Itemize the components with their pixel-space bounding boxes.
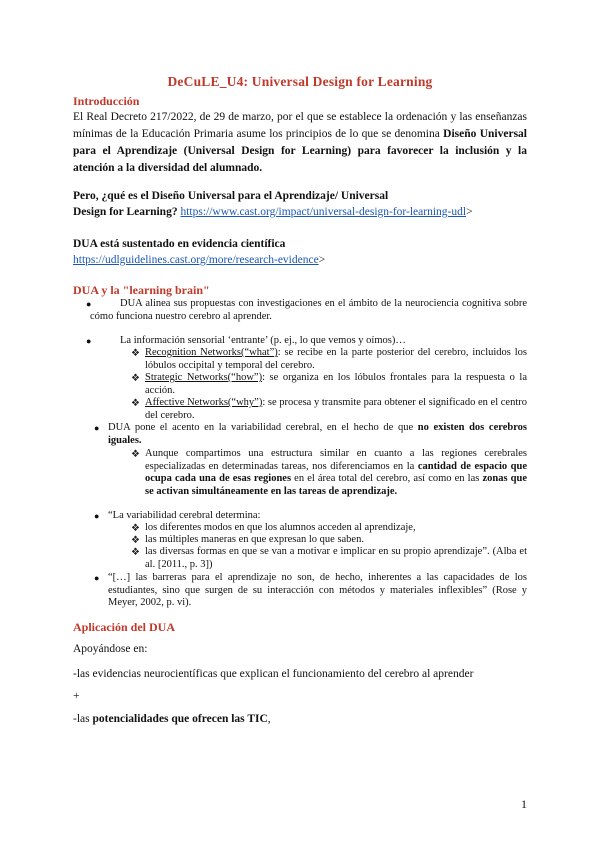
intro-heading: Introducción — [73, 94, 140, 108]
question-paragraph — [73, 189, 527, 219]
intro-bold-text: Diseño Universal para el Aprendizaje (Universal Design for Learning) para favorecer la inclusión y la atención a la diversidad del alumnado. — [73, 128, 527, 174]
cast-udl-link[interactable]: https://www.cast.org/impact/universal-design-for-learning-udl — [180, 206, 467, 218]
document-title: DeCuLE_U4: Universal Design for Learning — [167, 74, 433, 89]
bullet-icon: ● — [94, 573, 100, 583]
application-line1: Apoyándose en: — [73, 643, 148, 655]
question-line2: Design for Learning? — [73, 206, 178, 218]
application-line2: -las evidencias neurocientíficas que explican el funcionamiento del cerebro al aprender — [73, 668, 474, 680]
structure-bold-2: zonas que se activan simultáneamente en las tareas de aprendizaje. — [145, 473, 527, 497]
list-item — [145, 397, 527, 422]
diamond-bullet-icon: ❖ — [131, 449, 140, 460]
bullet-icon: ● — [94, 511, 100, 521]
list-item — [145, 448, 527, 498]
diamond-bullet-icon: ❖ — [131, 373, 140, 384]
line4-suffix: , — [267, 713, 271, 725]
page-number: 1 — [521, 797, 527, 811]
list-item: “[…] las barreras para el aprendizaje no son, de hecho, inherentes a las capacidades de los estudiantes, sino que surgen de su interacción con métodos y materiales inflexibles” (Rose y Meyer, 2002, p. vi). — [108, 572, 527, 608]
diamond-bullet-icon: ❖ — [131, 523, 140, 534]
question-line1: Pero, ¿qué es el Diseño Universal para el Aprendizaje/ Universal — [73, 190, 389, 202]
affective-networks-label: Affective Networks(“why”) — [145, 397, 263, 408]
strategic-networks-label: Strategic Networks(“how”) — [145, 372, 263, 383]
bullet-icon: ● — [86, 336, 92, 346]
intro-text: El Real Decreto 217/2022, de 29 de marzo, por el que se establece la ordenación y las enseñanzas mínimas de la Educación Primaria asume los principios de lo que se denomina — [73, 111, 527, 140]
line4-prefix: -las — [73, 713, 93, 725]
evidence-section — [73, 237, 527, 267]
bullet-icon: ● — [94, 423, 100, 433]
bullet-icon: ● — [86, 299, 92, 309]
variability-bold: no existen dos cerebros iguales. — [108, 422, 528, 446]
recognition-networks-label: Recognition Networks(“what”) — [145, 347, 278, 358]
list-item: “La variabilidad cerebral determina: — [108, 510, 261, 521]
research-evidence-link[interactable]: https://udlguidelines.cast.org/more/research-evidence — [73, 254, 319, 266]
variability-text: DUA pone el acento en la variabilidad cerebral, en el hecho de que — [108, 422, 418, 433]
application-heading: Aplicación del DUA — [73, 620, 175, 634]
link-suffix: > — [318, 254, 326, 266]
list-item: DUA alinea sus propuestas con investigaciones en el ámbito de la neurociencia cognitiva sobre cómo funciona nuestro cerebro al aprender. — [90, 298, 527, 322]
list-item: las múltiples maneras en que expresan lo que saben. — [145, 534, 364, 545]
link-suffix: > — [466, 206, 473, 218]
diamond-bullet-icon: ❖ — [131, 398, 140, 409]
structure-text-2: en el área total del cerebro, así como en las — [291, 473, 483, 484]
affective-networks-text: : se procesa y transmite para obtener el significado en el centro del cerebro. — [145, 397, 527, 421]
application-line4 — [73, 712, 527, 726]
intro-paragraph — [73, 109, 527, 177]
strategic-networks-text: : se organiza en los lóbulos frontales para la respuesta o la acción. — [145, 372, 528, 396]
structure-bold-1: cantidad de espacio que ocupa cada una de esas regiones — [145, 460, 527, 484]
list-item — [145, 372, 527, 397]
evidence-heading: DUA está sustentado en evidencia científica — [73, 238, 286, 250]
line4-bold: potencialidades que ofrecen las TIC — [92, 713, 268, 725]
brain-heading: DUA y la "learning brain" — [73, 283, 210, 297]
list-item — [108, 422, 527, 447]
diamond-bullet-icon: ❖ — [131, 348, 140, 359]
list-item: La información sensorial ‘entrante’ (p. ej., lo que vemos y oímos)… — [120, 335, 406, 346]
list-item: las diversas formas en que se van a motivar e implicar en su propio aprendizaje”. (Alba et al. [2011., p. 3]) — [145, 546, 527, 570]
list-item — [145, 347, 527, 372]
recognition-networks-text: : se recibe en la parte posterior del cerebro, incluidos los lóbulos occipital y temporal del cerebro. — [145, 347, 527, 371]
structure-text: Aunque compartimos una estructura similar en cuanto a las regiones cerebrales especializadas en determinadas tareas, nos diferenciamos en la — [145, 448, 527, 472]
diamond-bullet-icon: ❖ — [131, 535, 140, 546]
application-plus: + — [73, 690, 80, 702]
list-item: los diferentes modos en que los alumnos acceden al aprendizaje, — [145, 522, 416, 533]
diamond-bullet-icon: ❖ — [131, 547, 140, 558]
